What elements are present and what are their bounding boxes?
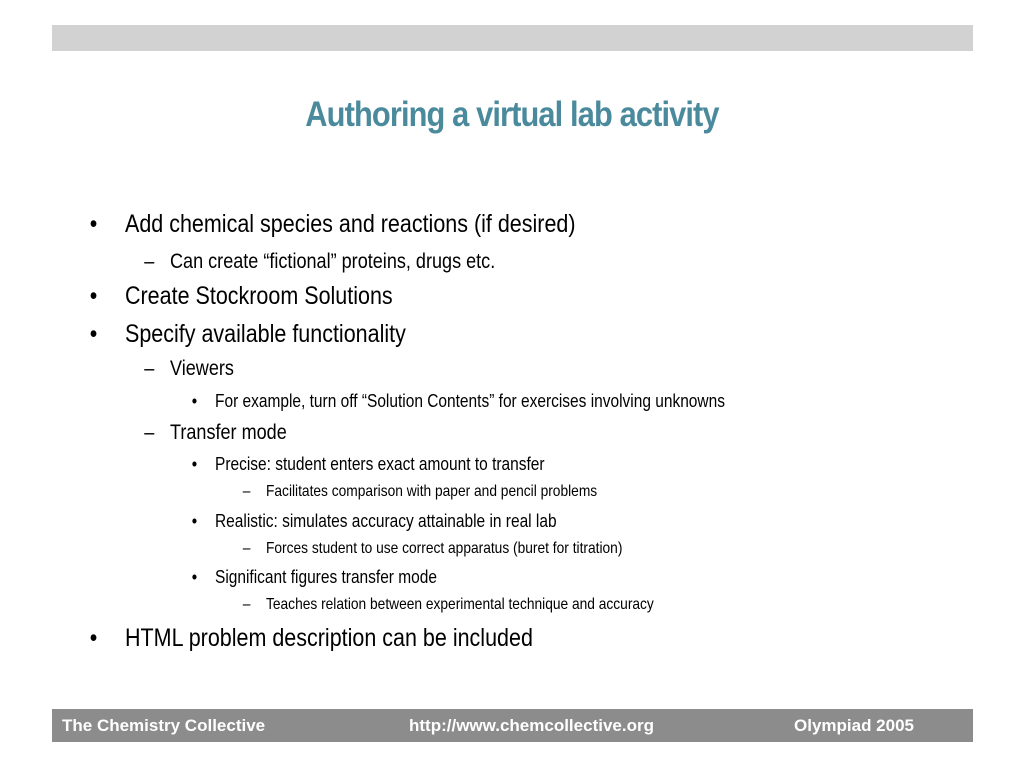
bullet-marker: – (242, 483, 251, 500)
list-item (144, 421, 287, 445)
bullet-text: For example, turn off “Solution Contents” for exercises involving unknowns (215, 391, 725, 411)
bullet-text: Transfer mode (170, 421, 287, 444)
bullet-marker: • (191, 567, 198, 587)
bullet-text: Create Stockroom Solutions (125, 282, 393, 310)
bullet-marker: – (144, 421, 155, 444)
bullet-text: Precise: student enters exact amount to transfer (215, 454, 545, 474)
list-item (89, 210, 576, 239)
list-item (89, 282, 393, 311)
list-item (144, 250, 496, 274)
bullet-marker: – (242, 596, 251, 613)
bullet-marker: • (89, 210, 98, 238)
list-item (144, 357, 234, 381)
bullet-marker: • (89, 320, 98, 348)
header-bar (52, 25, 973, 51)
bullet-marker: • (191, 454, 198, 474)
list-item (242, 540, 623, 558)
bullet-marker: • (191, 391, 198, 411)
list-item (191, 511, 557, 532)
bullet-marker: • (191, 511, 198, 531)
list-item (89, 320, 406, 349)
bullet-text: Facilitates comparison with paper and pencil problems (266, 483, 598, 500)
bullet-text: HTML problem description can be included (125, 624, 533, 652)
footer-org-name: The Chemistry Collective (62, 716, 266, 735)
bullet-text: Add chemical species and reactions (if desired) (125, 210, 576, 238)
bullet-marker: – (144, 357, 155, 380)
bullet-marker: – (242, 540, 251, 557)
list-item (89, 624, 533, 653)
bullet-text: Specify available functionality (125, 320, 406, 348)
footer-event: Olympiad 2005 (794, 716, 915, 735)
list-item (191, 567, 438, 588)
list-item (191, 391, 725, 412)
bullet-marker: • (89, 624, 98, 652)
bullet-marker: – (144, 250, 155, 273)
footer-url: http://www.chemcollective.org (409, 716, 654, 735)
bullet-text: Forces student to use correct apparatus (buret for titration) (266, 540, 623, 557)
bullet-text: Teaches relation between experimental technique and accuracy (266, 596, 654, 613)
slide-title: Authoring a virtual lab activity (305, 95, 719, 134)
bullet-text: Significant figures transfer mode (215, 567, 438, 587)
bullet-text: Can create “fictional” proteins, drugs etc. (170, 250, 496, 273)
bullet-text: Viewers (170, 357, 234, 380)
list-item (191, 454, 545, 475)
list-item (242, 483, 598, 501)
bullet-marker: • (89, 282, 98, 310)
list-item (242, 596, 654, 614)
bullet-text: Realistic: simulates accuracy attainable in real lab (215, 511, 557, 531)
footer-bar (52, 709, 973, 742)
